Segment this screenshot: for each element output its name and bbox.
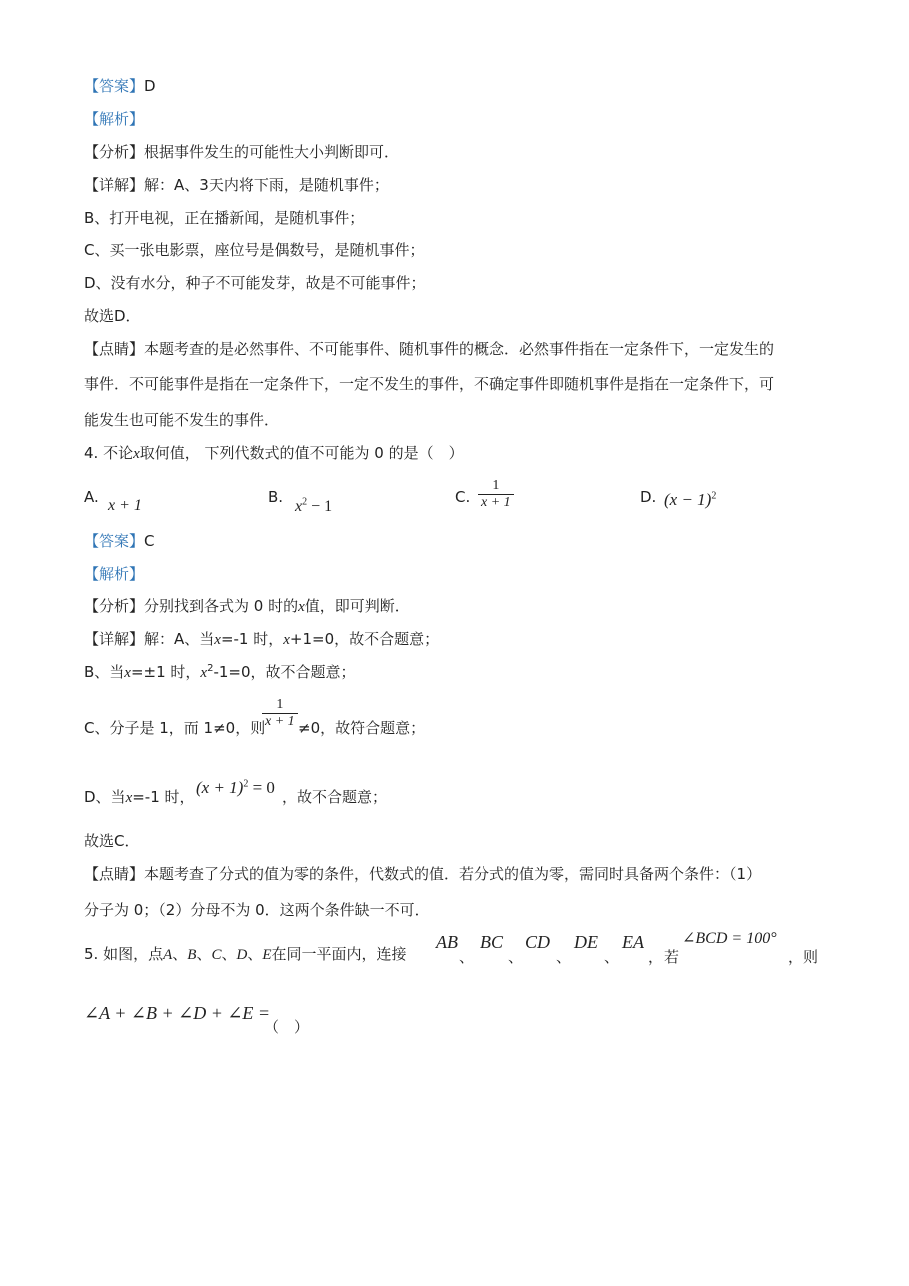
q4-xj-c-num: 1 <box>276 697 284 712</box>
option-a-label: A. <box>84 488 99 506</box>
q4-xj-a2: x <box>214 632 221 648</box>
q5-stem-b: 在同一平面内，连接 <box>271 945 407 963</box>
q4-xj-a5: +1=0，故不合题意； <box>289 630 440 648</box>
q4-xj-d3: =-1 时， <box>132 788 195 806</box>
option-b-exp: 2 <box>302 496 308 508</box>
q4-stem <box>84 443 464 464</box>
option-c-label: C. <box>455 488 471 506</box>
q4-xj-d-base: (x + 1) <box>196 778 244 797</box>
q5-sep: 、 <box>221 945 237 963</box>
q5-point-e: E <box>262 947 272 963</box>
q5-seg-de: DE <box>574 932 598 952</box>
option-b-label: B. <box>268 488 284 506</box>
dianjing-text-1: 本题考查的是必然事件、不可能事件、随机事件的概念．必然事件指在一定条件下，一定发生的 <box>144 340 775 358</box>
q5-comma: ， <box>648 948 664 966</box>
option-d-base: (x − 1) <box>664 490 712 509</box>
q5-seg-ab: AB <box>436 932 458 952</box>
q4-xj-b5: 2 <box>207 663 214 674</box>
q5-sep: 、 <box>247 945 263 963</box>
xiangjie-tag: 【详解】 <box>84 176 145 194</box>
q4-xj-a3: =-1 时， <box>220 630 284 648</box>
q4-xj-d1: D、当 <box>84 788 126 806</box>
line-c: C、买一张电影票，座位号是偶数号，是随机事件； <box>84 241 425 259</box>
q5-angle-cond: ∠BCD = 100° <box>682 930 777 947</box>
option-d-label: D. <box>640 488 657 506</box>
q5-sep: 、 <box>196 945 212 963</box>
q4-xj-d-expr <box>196 778 275 798</box>
q5-seg-bc: BC <box>480 932 504 952</box>
q5-sep: 、 <box>556 948 572 966</box>
q4-answer-tag: 【答案】 <box>84 532 145 550</box>
q4-xj-a4: x <box>283 632 290 648</box>
option-c-num: 1 <box>492 478 500 493</box>
q4-analysis-tag: 【解析】 <box>84 565 145 583</box>
fenxi-tag: 【分析】 <box>84 143 145 161</box>
option-b-base: x <box>295 498 303 515</box>
dianjing-line-2: 事件．不可能事件是指在一定条件下，一定不发生的事件，不确定事件即随机事件是指在一定条件下，可 <box>84 375 775 393</box>
q4-dianjing-text-1: 本题考查了分式的值为零的条件，代数式的值．若分式的值为零，需同时具备两个条件：（1） <box>144 865 762 883</box>
q4-xj-c2: ≠0，故符合题意； <box>298 719 426 737</box>
option-b-rest: − 1 <box>307 498 333 515</box>
q4-xj-d2: x <box>125 790 133 806</box>
q5-sep: 、 <box>459 948 475 966</box>
option-a-expr: x + 1 <box>108 497 142 514</box>
xiangjie-a: 解：A、3天内将下雨，是随机事件； <box>144 176 389 194</box>
q5-ruo: 若 <box>664 948 680 966</box>
q4-dianjing-1 <box>84 864 761 884</box>
q4-fenxi-tag: 【分析】 <box>84 597 145 615</box>
q4-xj-d-eq: = 0 <box>248 778 275 797</box>
q4-xj-b2: x <box>124 665 131 681</box>
q4-xj-d-exp: 2 <box>243 778 249 790</box>
q4-answer-value: C <box>144 532 155 550</box>
q5-expr: ∠A + ∠B + ∠D + ∠E = <box>84 1003 271 1023</box>
answer-tag: 【答案】 <box>84 77 145 95</box>
q5-stem-a: 5. 如图，点 <box>84 945 164 963</box>
q4-dianjing-tag: 【点睛】 <box>84 865 145 883</box>
q4-xj-b1: B、当 <box>84 663 125 681</box>
q4-xj-b3: =±1 时， <box>130 663 201 681</box>
option-d-exp: 2 <box>711 490 717 502</box>
q4-xj-c1: C、分子是 1，而 1≠0，则 <box>84 719 266 737</box>
q5-seg-ea: EA <box>622 932 644 952</box>
q5-point-c: C <box>211 947 222 963</box>
option-c-den: x + 1 <box>478 494 514 511</box>
q4-xj-c-den: x + 1 <box>262 713 298 730</box>
q4-stem-b: 取何值， 下列代数式的值不可能为 0 的是（ ） <box>139 444 464 462</box>
answer-value: D <box>144 77 156 95</box>
q4-stem-var: x <box>133 446 140 462</box>
q5-point-b: B <box>187 947 197 963</box>
q4-xiangjie-d <box>84 787 195 808</box>
q4-answer-line <box>84 531 155 551</box>
option-d-expr <box>664 490 716 510</box>
fenxi-line <box>84 142 399 162</box>
fenxi-text: 根据事件发生的可能性大小判断即可． <box>144 143 400 161</box>
dianjing-tag: 【点睛】 <box>84 340 145 358</box>
q4-fenxi-line <box>84 596 410 617</box>
q4-xiangjie-tag: 【详解】 <box>84 630 145 648</box>
q5-sep: 、 <box>604 948 620 966</box>
q5-sep: 、 <box>508 948 524 966</box>
q4-stem-a: 4. 不论 <box>84 444 134 462</box>
q5-paren: （ ） <box>264 1018 310 1036</box>
q5-ze: ，则 <box>788 948 819 966</box>
q4-choose: 故选C． <box>84 832 140 850</box>
q4-xj-d4: ，故不合题意； <box>282 788 388 806</box>
q4-xj-b6: -1=0，故不合题意； <box>213 663 356 681</box>
q4-xj-c-frac <box>262 697 298 730</box>
option-b-expr <box>295 496 332 516</box>
answer-line <box>84 76 156 96</box>
option-c-frac <box>478 478 514 511</box>
dianjing-line-3: 能发生也可能不发生的事件． <box>84 411 280 429</box>
xiangjie-line <box>84 175 389 195</box>
dianjing-line-1 <box>84 339 774 359</box>
q4-fenxi-a: 分别找到各式为 0 时的 <box>144 597 299 615</box>
q5-point-a: A <box>163 947 173 963</box>
choose-line: 故选D． <box>84 307 141 325</box>
q4-xiangjie-c <box>84 718 265 738</box>
q5-sep: 、 <box>172 945 188 963</box>
q4-xiangjie-a <box>84 629 439 650</box>
q4-dianjing-2: 分子为 0；（2）分母不为 0．这两个条件缺一不可． <box>84 901 430 919</box>
q5-stem <box>84 944 407 965</box>
q4-fenxi-b: 值，即可判断． <box>304 597 410 615</box>
q4-fenxi-var: x <box>298 599 305 615</box>
line-b: B、打开电视，正在播新闻，是随机事件； <box>84 209 365 227</box>
q4-xj-b4: x <box>200 665 208 681</box>
analysis-tag: 【解析】 <box>84 110 145 128</box>
q4-xiangjie-b <box>84 662 356 683</box>
q4-xj-a1: 解：A、当 <box>144 630 215 648</box>
q5-seg-cd: CD <box>525 932 551 952</box>
q5-point-d: D <box>236 947 248 963</box>
line-d: D、没有水分，种子不可能发芽，故是不可能事件； <box>84 274 426 292</box>
